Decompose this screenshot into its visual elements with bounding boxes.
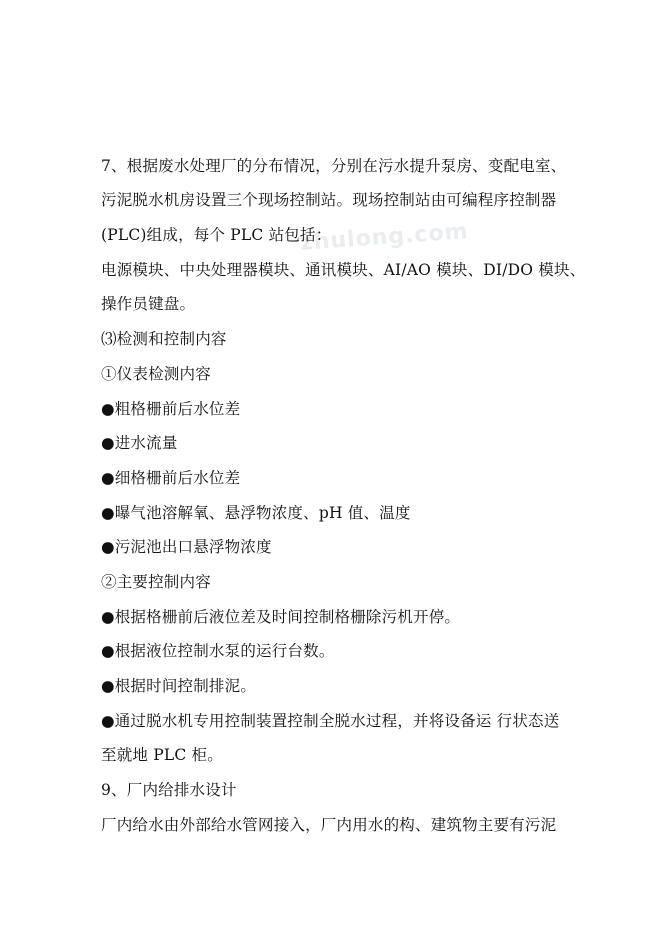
bullet-item: ●曝气池溶解氧、悬浮物浓度、pH 值、温度	[101, 504, 411, 522]
bullet-item: ●进水流量	[101, 434, 178, 452]
section-heading: ⑶检测和控制内容	[101, 330, 227, 348]
paragraph-line: 7、根据废水处理厂的分布情况，分别在污水提升泵房、变配电室、	[101, 157, 567, 175]
bullet-item: ●根据时间控制排泥。	[101, 677, 257, 695]
section-heading: 9、厂内给排水设计	[101, 781, 237, 799]
paragraph-line: 电源模块、中央处理器模块、通讯模块、AI/AO 模块、DI/DO 模块、	[101, 261, 586, 279]
bullet-item: ●根据液位控制水泵的运行台数。	[101, 642, 335, 660]
bullet-item: ●根据格栅前后液位差及时间控制格栅除污机开停。	[101, 608, 461, 626]
subsection-heading: ②主要控制内容	[101, 573, 211, 591]
paragraph-line: 污泥脱水机房设置三个现场控制站。现场控制站由可编程序控制器	[101, 191, 557, 209]
watermark-logo: zhulong.com	[299, 219, 470, 256]
paragraph-line: 厂内给水由外部给水管网接入，厂内用水的构、建筑物主要有污泥	[101, 816, 557, 834]
bullet-item: ●通过脱水机专用控制装置控制全脱水过程，并将设备运 行状态送	[101, 712, 560, 730]
bullet-item: ●粗格栅前后水位差	[101, 400, 241, 418]
bullet-item: ●细格栅前后水位差	[101, 469, 241, 487]
subsection-heading: ①仪表检测内容	[101, 365, 211, 383]
paragraph-line: (PLC)组成，每个 PLC 站包括：	[101, 226, 332, 244]
paragraph-line: 操作员键盘。	[101, 295, 196, 313]
bullet-item: ●污泥池出口悬浮物浓度	[101, 538, 272, 556]
paragraph-line: 至就地 PLC 柜。	[101, 746, 223, 764]
